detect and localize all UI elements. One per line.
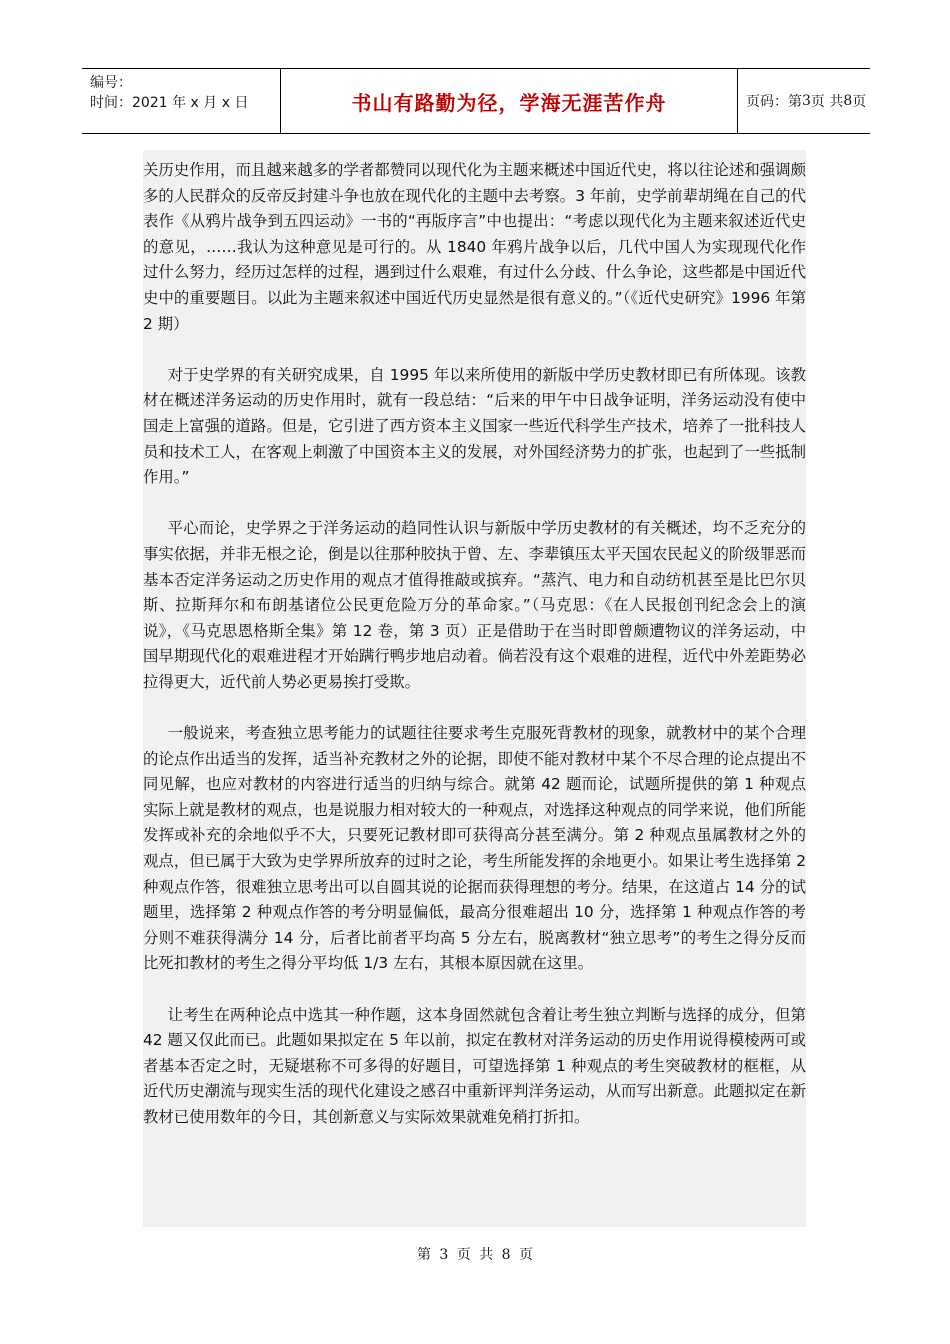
page-label: 页码：第 xyxy=(746,94,802,110)
paragraph: 平心而论，史学界之于洋务运动的趋同性认识与新版中学历史教材的有关概述，均不乏充分的事实依据，并非无根之论，倒是以往那种胶执于曾、左、李辈镇压太平天国农民起义的阶级罪恶而基本否定洋务运动之历史作用的观点才值得推敲或摈弃。“蒸汽、电力和自动纺机甚至是比巴尔贝斯、拉斯拜尔和布朗基诸位公民更危险万分的革命家。”（马克思：《在人民报创刊纪念会上的演说》，《马克思恩格斯全集》第 12 卷，第 3 页）正是借助于在当时即曾颇遭物议的洋务运动，中国早期现代化的艰难进程才开始蹒行鸭步地启动着。倘若没有这个艰难的进程，近代中外差距势必拉得更大，近代前人势必更易挨打受欺。 xyxy=(143,519,806,691)
page-number: 3 xyxy=(802,93,811,109)
date-label: 时间：2021 年 x 月 x 日 xyxy=(90,95,249,111)
footer-mid: 页 共 xyxy=(456,1247,494,1263)
page-footer xyxy=(0,1244,950,1264)
paragraph: 让考生在两种论点中选其一种作题，这本身固然就包含着让考生独立判断与选择的成分，但第 42 题又仅此而已。此题如果拟定在 5 年以前，拟定在教材对洋务运动的历史作用说得模棱两可或者基本否定之时，无疑堪称不可多得的好题目，可望选择第 1 种观点的考生突破教材的框框，从近代历史潮流与现实生活的现代化建设之感召中重新评判洋务运动，从而写出新意。此题拟定在新教材已使用数年的今日，其创新意义与实际效果就难免稍打折扣。 xyxy=(143,1005,806,1126)
header-page-info xyxy=(738,69,870,133)
footer-prefix: 第 xyxy=(416,1247,431,1263)
header-meta xyxy=(82,69,280,133)
page-mid: 页 共 xyxy=(810,94,844,110)
serial-label: 编号： xyxy=(90,75,132,91)
header-motto: 书山有路勤为径，学海无涯苦作舟 xyxy=(280,69,738,133)
paragraph: 一般说来，考查独立思考能力的试题往往要求考生克服死背教材的现象，就教材中的某个合理的论点作出适当的发挥，适当补充教材之外的论据，即使不能对教材中某个不尽合理的论点提出不同见解，也应对教材的内容进行适当的归纳与综合。就第 42 题而论，试题所提供的第 1 种观点实际上就是教材的观点，也是说服力相对较大的一种观点，对选择这种观点的同学来说，他们所能发挥或补充的余地似乎不大，只要死记教材即可获得高分甚至满分。第 2 种观点虽属教材之外的观点，但已属于大致为史学界所放弃的过时之论，考生所能发挥的余地更小。如果让考生选择第 2 种观点作答，很难独立思考出可以自圆其说的论据而获得理想的考分。结果，在这道占 14 分的试题里，选择第 2 种观点作答的考分明显偏低，最高分很难超出 10 分，选择第 1 种观点作答的考分则不难获得满分 14 分，后者比前者平均高 5 分左右，脱离教材“独立思考”的考生之得分反而比死扣教材的考生之得分平均低 1/3 左右，其根本原因就在这里。 xyxy=(143,724,806,973)
footer-page: 3 xyxy=(439,1247,449,1263)
page-end: 页 xyxy=(852,94,867,110)
document-body xyxy=(143,150,806,1227)
footer-suffix: 页 xyxy=(519,1247,534,1263)
page-header xyxy=(82,68,870,134)
paragraph: 对于史学界的有关研究成果，自 1995 年以来所使用的新版中学历史教材即已有所体现。该教材在概述洋务运动的历史作用时，就有一段总结：“后来的甲午中日战争证明，洋务运动没有使中国走上富强的道路。但是，它引进了西方资本主义国家一些近代科学生产技术，培养了一批科技人员和技术工人，在客观上刺激了中国资本主义的发展，对外国经济势力的扩张，也起到了一些抵制作用。” xyxy=(143,365,806,487)
paragraph: 关历史作用，而且越来越多的学者都赞同以现代化为主题来概述中国近代史，将以往论述和强调颇多的人民群众的反帝反封建斗争也放在现代化的主题中去考察。3 年前，史学前辈胡绳在自己的代表作《从鸦片战争到五四运动》一书的“再版序言”中也提出：“考虑以现代化为主题来叙述近代史的意见，……我认为这种意见是可行的。从 1840 年鸦片战争以后，几代中国人为实现现代化作过什么努力，经历过怎样的过程，遇到过什么艰难，有过什么分歧、什么争论，这些都是中国近代史中的重要题目。以此为主题来叙述中国近代历史显然是很有意义的。”（《近代史研究》1996 年第 2 期） xyxy=(143,161,806,333)
footer-total: 8 xyxy=(501,1247,511,1263)
page-total: 8 xyxy=(843,93,853,109)
